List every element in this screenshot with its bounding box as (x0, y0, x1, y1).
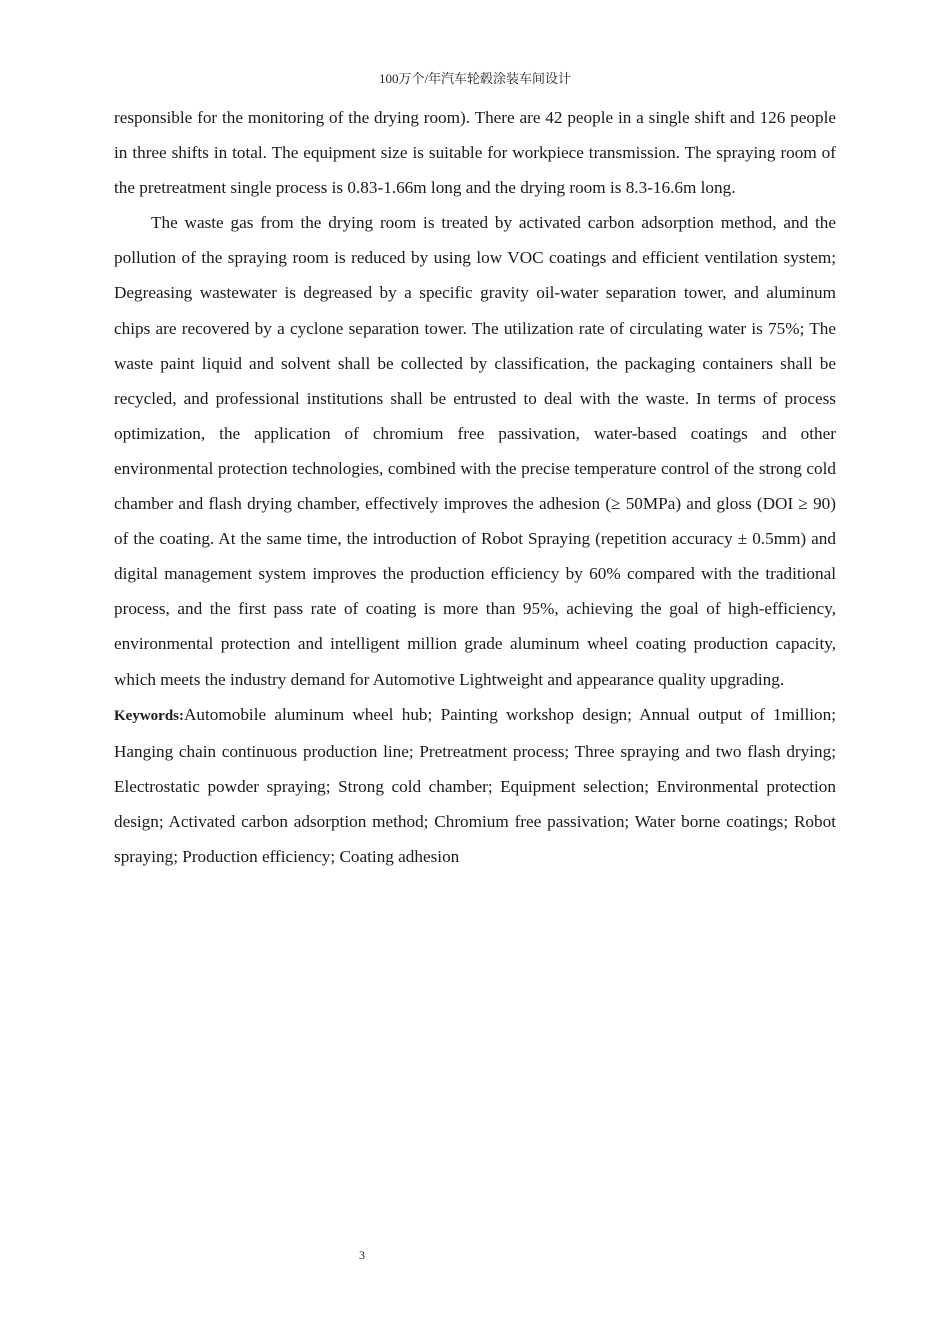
keywords-paragraph (114, 697, 836, 874)
paragraph-environmental-protection: The waste gas from the drying room is treated by activated carbon adsorption method, and the pollution of the spraying room is reduced by using low VOC coatings and efficient ventilation system; Degreasing wastewater is degreased by a specific gravity oil-water separation tower, and aluminum chips are recovered by a cyclone separation tower. The utilization rate of circulating water is 75%; The waste paint liquid and solvent shall be collected by classification, the packaging containers shall be recycled, and professional institutions shall be entrusted to deal with the waste. In terms of process optimization, the application of chromium free passivation, water-based coatings and other environmental protection technologies, combined with the precise temperature control of the strong cold chamber and flash drying chamber, effectively improves the adhesion (≥ 50MPa) and gloss (DOI ≥ 90) of the coating. At the same time, the introduction of Robot Spraying (repetition accuracy ± 0.5mm) and digital management system improves the production efficiency by 60% compared with the traditional process, and the first pass rate of coating is more than 95%, achieving the goal of high-efficiency, environmental protection and intelligent million grade aluminum wheel coating production capacity, which meets the industry demand for Automotive Lightweight and appearance quality upgrading. (114, 213, 836, 689)
abstract-body (114, 100, 836, 874)
page-number: 3 (359, 1248, 365, 1262)
page-header: 100万个/年汽车轮毂涂装车间设计 (378, 71, 572, 86)
keywords-list: Automobile aluminum wheel hub; Painting workshop design; Annual output of 1million; Hanging chain continuous production line; Pretreatment process; Three spraying and two flash drying; Electrostatic powder spraying; Strong cold chamber; Equipment selection; Environmental protection design; Activated carbon adsorption method; Chromium free passivation; Water borne coatings; Robot spraying; Production efficiency; Coating adhesion (114, 704, 836, 866)
paragraph-continuation: responsible for the monitoring of the drying room). There are 42 people in a single shift and 126 people in three shifts in total. The equipment size is suitable for workpiece transmission. The spraying room of the pretreatment single process is 0.83-1.66m long and the drying room is 8.3-16.6m long. (114, 108, 836, 198)
keywords-label: Keywords: (114, 707, 184, 724)
